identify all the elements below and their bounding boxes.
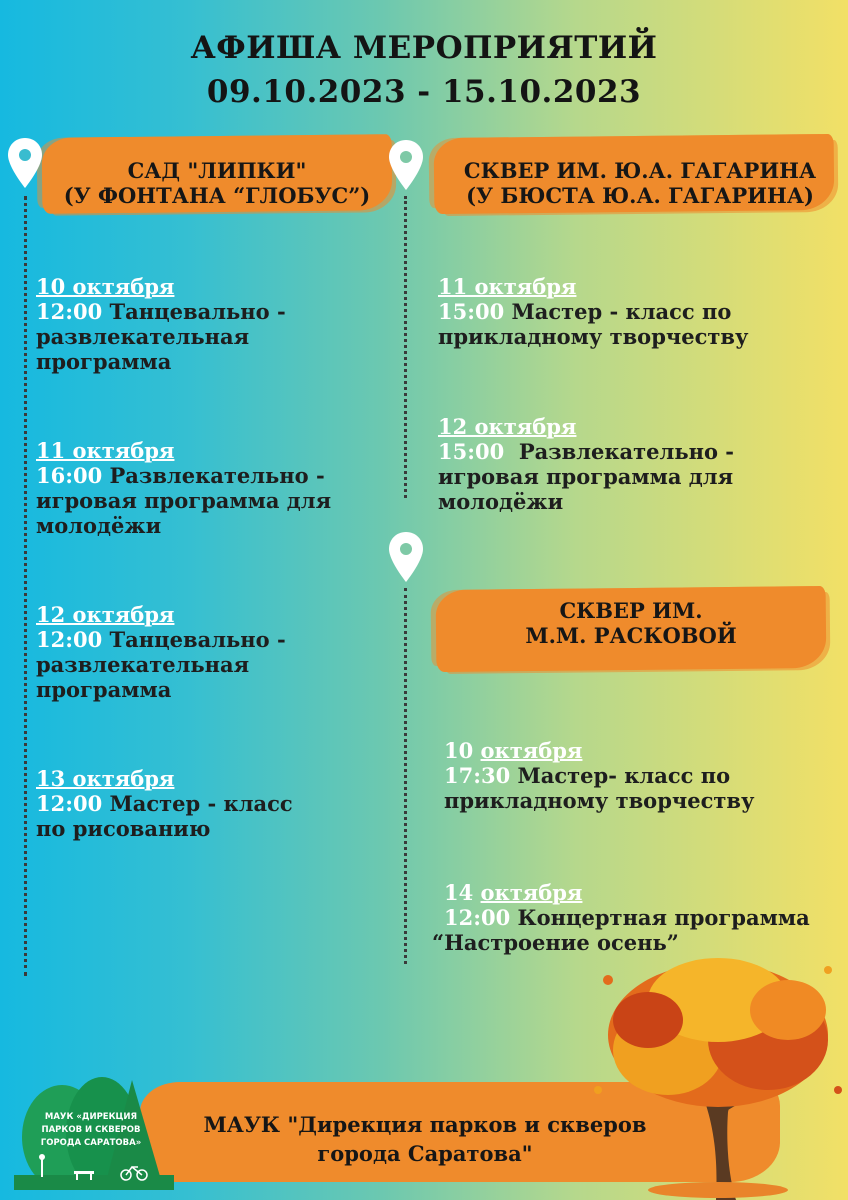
event-time: 16:00	[36, 463, 103, 488]
logo-text-line2: ГОРОДА САРАТОВА»	[40, 1138, 142, 1148]
footer-org-line1: МАУК "Дирекция парков и скверов	[203, 1112, 647, 1137]
event-title: Концертная программа	[510, 905, 810, 930]
event-gagarin-1	[438, 274, 798, 349]
event-date: 12 октября	[438, 414, 577, 439]
event-title: Мастер- класс по	[510, 763, 731, 788]
event-date: 13 октября	[36, 766, 175, 791]
event-lipki-4	[36, 766, 376, 841]
autumn-tree-illustration	[588, 940, 848, 1200]
poster-date-range: 09.10.2023 - 15.10.2023	[206, 74, 642, 110]
event-lipki-2	[36, 438, 376, 538]
venue-title-raskova	[436, 598, 826, 648]
event-title-cont: программа	[36, 677, 172, 702]
map-pin-icon	[387, 138, 425, 192]
venue-name: САД "ЛИПКИ"	[127, 158, 307, 183]
event-title: Танцевально -	[102, 627, 286, 652]
event-title: Развлекательно -	[504, 439, 734, 464]
event-raskova-1	[444, 738, 804, 813]
event-time: 12:00	[36, 627, 103, 652]
event-date-day: 14	[444, 880, 474, 905]
map-pin-icon	[6, 136, 44, 190]
event-title: Развлекательно -	[102, 463, 325, 488]
timeline-dotted-line	[24, 196, 27, 976]
event-title-cont: прикладному творчеству	[438, 324, 749, 349]
event-time: 15:00	[438, 299, 505, 324]
event-time: 15:00	[438, 439, 505, 464]
poster-title: АФИША МЕРОПРИЯТИЙ	[190, 30, 658, 66]
event-title: Мастер - класс	[102, 791, 293, 816]
event-date-day: 10	[444, 738, 474, 763]
event-date-month: октября	[480, 738, 583, 763]
venue-name: СКВЕР ИМ. Ю.А. ГАГАРИНА	[463, 158, 817, 183]
venue-title-gagarin	[440, 158, 840, 208]
event-date	[444, 738, 804, 763]
footer-org-line2: города Саратова"	[317, 1141, 533, 1166]
event-title-cont: игровая программа для	[438, 464, 734, 489]
event-date-month: октября	[480, 880, 583, 905]
event-date: 11 октября	[438, 274, 577, 299]
event-gagarin-2	[438, 414, 798, 514]
event-title-cont: молодёжи	[438, 489, 564, 514]
event-date	[444, 880, 824, 905]
event-lipki-1	[36, 274, 376, 374]
venue-location: (У БЮСТА Ю.А. ГАГАРИНА)	[466, 183, 814, 208]
timeline-dotted-line	[404, 588, 407, 964]
event-time: 12:00	[36, 791, 103, 816]
venue-title-lipki	[52, 158, 382, 208]
timeline-dotted-line	[404, 196, 407, 498]
event-time: 12:00	[36, 299, 103, 324]
event-title-cont: развлекательная	[36, 324, 250, 349]
event-title-cont: прикладному творчеству	[444, 788, 755, 813]
event-title-cont: программа	[36, 349, 172, 374]
venue-location: М.М. РАСКОВОЙ	[525, 623, 737, 648]
event-time: 12:00	[444, 905, 511, 930]
venue-name: СКВЕР ИМ.	[559, 598, 703, 623]
event-title-cont: “Настроение осень”	[432, 930, 679, 955]
event-title: Мастер - класс по	[504, 299, 732, 324]
event-date: 12 октября	[36, 602, 175, 627]
event-title: Танцевально -	[102, 299, 286, 324]
event-date: 10 октября	[36, 274, 175, 299]
event-date: 11 октября	[36, 438, 175, 463]
event-title-cont: игровая программа для	[36, 488, 332, 513]
event-lipki-3	[36, 602, 376, 702]
event-title-cont: развлекательная	[36, 652, 250, 677]
venue-location: (У ФОНТАНА “ГЛОБУС”)	[63, 183, 371, 208]
map-pin-icon	[387, 530, 425, 584]
event-title-cont: по рисованию	[36, 816, 211, 841]
logo-text-line1: МАУК «ДИРЕКЦИЯ ПАРКОВ И СКВЕРОВ	[41, 1112, 141, 1135]
organization-logo	[14, 1075, 174, 1190]
event-title-cont: молодёжи	[36, 513, 162, 538]
event-time: 17:30	[444, 763, 511, 788]
